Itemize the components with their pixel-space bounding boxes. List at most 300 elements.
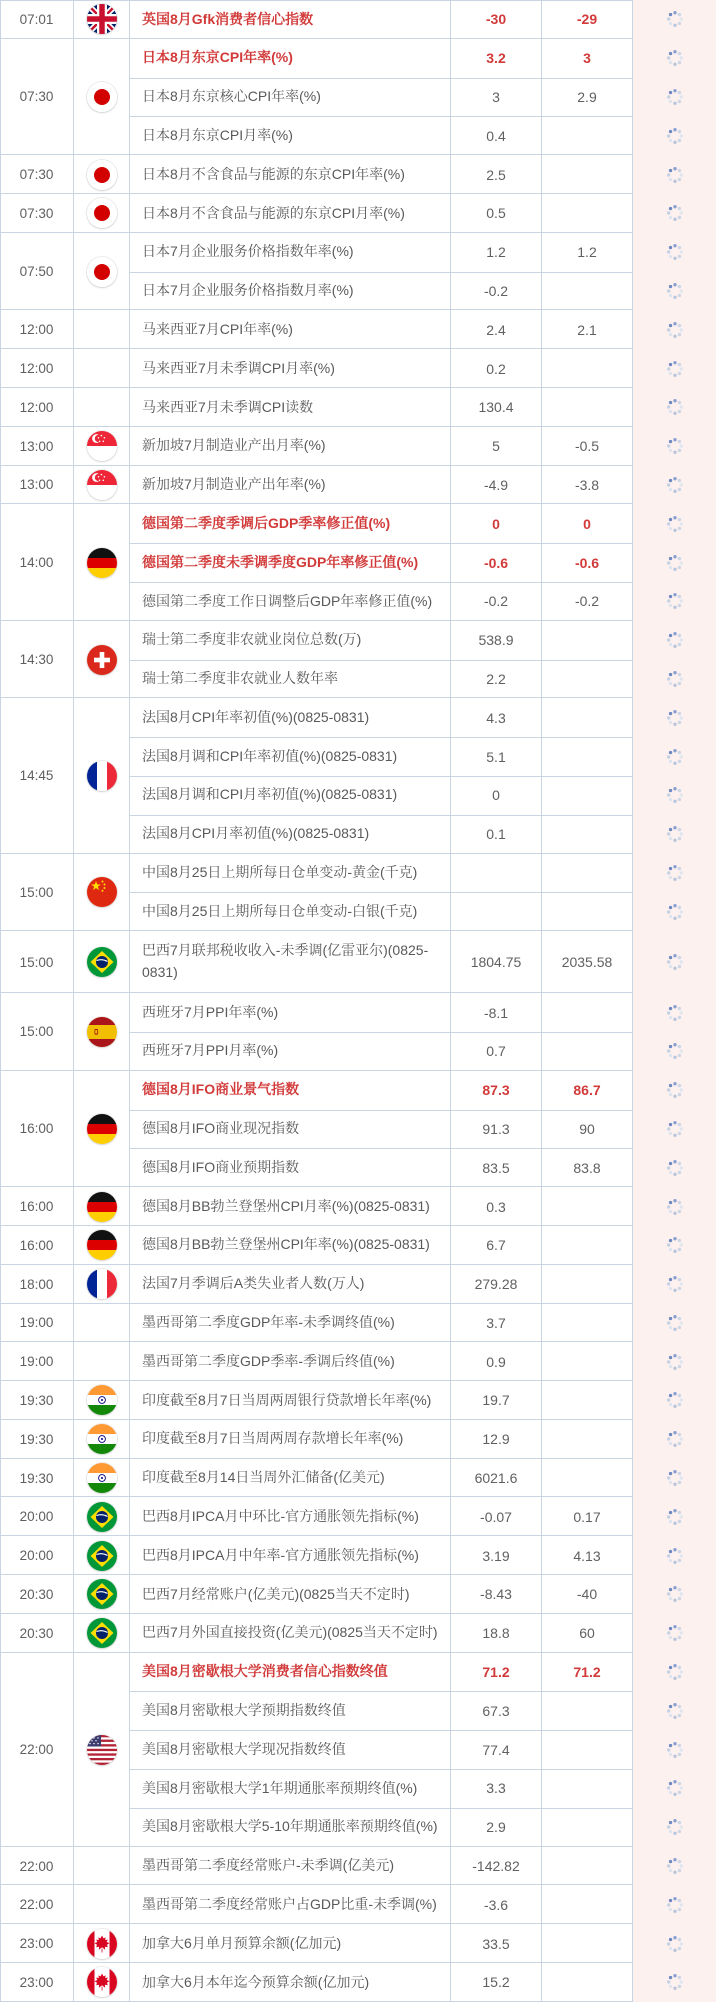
event-rows: [130, 1885, 716, 1924]
loading-spinner-icon[interactable]: [665, 1352, 685, 1372]
loading-spinner-icon[interactable]: [665, 708, 685, 728]
event-row: [130, 1265, 716, 1304]
flag-cell: [74, 1304, 130, 1343]
loading-spinner-icon[interactable]: [665, 863, 685, 883]
event-row: [130, 0, 716, 39]
event-title-cell: [130, 543, 451, 582]
actual-value: -3.6: [451, 1885, 542, 1924]
event-group: [0, 1459, 716, 1498]
event-group: [0, 1342, 716, 1381]
event-title: 德国第二季度工作日调整后GDP年率修正值(%): [142, 592, 433, 609]
actual-value: 1.2: [451, 233, 542, 272]
previous-value: [542, 388, 633, 427]
time-cell: [0, 1265, 74, 1304]
event-rows: [130, 1924, 716, 1963]
event-row: [130, 233, 716, 272]
event-row: [130, 582, 716, 621]
loading-spinner-icon[interactable]: [665, 165, 685, 185]
event-rows: [130, 233, 716, 311]
action-cell[interactable]: [633, 1032, 716, 1071]
loading-spinner-icon[interactable]: [665, 1895, 685, 1915]
flag-cell: [74, 1497, 130, 1536]
event-rows: [130, 1187, 716, 1226]
event-rows: [130, 1226, 716, 1265]
loading-spinner-icon[interactable]: [665, 48, 685, 68]
action-cell[interactable]: [633, 854, 716, 893]
event-row: [130, 155, 716, 194]
actual-value: 83.5: [451, 1148, 542, 1187]
event-title: 墨西哥第二季度经常账户-未季调(亿美元): [142, 1857, 394, 1874]
event-title: 美国8月密歇根大学现况指数终值: [142, 1740, 346, 1757]
event-title: 美国8月密歇根大学消费者信心指数终值: [142, 1663, 388, 1680]
event-title: 德国8月IFO商业现况指数: [142, 1120, 300, 1137]
event-row: [130, 621, 716, 660]
event-title-cell: [130, 272, 451, 311]
actual-value: 0.5: [451, 194, 542, 233]
event-rows: [130, 1342, 716, 1381]
action-cell[interactable]: [633, 466, 716, 505]
event-row: [130, 698, 716, 737]
loading-spinner-icon[interactable]: [665, 1158, 685, 1178]
loading-spinner-icon[interactable]: [665, 591, 685, 611]
actual-value: -8.1: [451, 993, 542, 1032]
event-rows: [130, 155, 716, 194]
event-row: [130, 1730, 716, 1769]
flag-cell: [74, 1265, 130, 1304]
event-rows: [130, 1265, 716, 1304]
loading-spinner-icon[interactable]: [665, 281, 685, 301]
event-time: 18:00: [19, 1276, 54, 1292]
flag-cell: [74, 1963, 130, 2002]
action-cell[interactable]: [633, 543, 716, 582]
loading-spinner-icon[interactable]: [665, 1468, 685, 1488]
action-cell[interactable]: [633, 1885, 716, 1924]
loading-spinner-icon[interactable]: [665, 320, 685, 340]
loading-spinner-icon[interactable]: [665, 952, 685, 972]
loading-spinner-icon[interactable]: [665, 1119, 685, 1139]
previous-value: [542, 1265, 633, 1304]
actual-value: 3.3: [451, 1769, 542, 1808]
action-cell[interactable]: [633, 39, 716, 78]
flag-icon-usa: [87, 1735, 117, 1765]
time-cell: [0, 1071, 74, 1187]
actual-value: 1804.75: [451, 931, 542, 993]
action-cell[interactable]: [633, 116, 716, 155]
event-title: 中国8月25日上期所每日仓单变动-黄金(千克): [142, 864, 418, 881]
action-cell[interactable]: [633, 1963, 716, 2002]
previous-value: 60: [542, 1614, 633, 1653]
action-cell[interactable]: [633, 1148, 716, 1187]
action-cell[interactable]: [633, 1459, 716, 1498]
actual-value: [451, 854, 542, 893]
loading-spinner-icon[interactable]: [665, 1429, 685, 1449]
loading-spinner-icon[interactable]: [665, 1740, 685, 1760]
event-row: [130, 1071, 716, 1110]
actual-value: 0.2: [451, 349, 542, 388]
event-title: 法国8月调和CPI年率初值(%)(0825-0831): [142, 747, 398, 764]
loading-spinner-icon[interactable]: [665, 1584, 685, 1604]
loading-spinner-icon[interactable]: [665, 203, 685, 223]
time-cell: [0, 1497, 74, 1536]
action-cell[interactable]: [633, 1497, 716, 1536]
event-group: [0, 1226, 716, 1265]
action-cell[interactable]: [633, 272, 716, 311]
action-cell[interactable]: [633, 1265, 716, 1304]
action-cell[interactable]: [633, 776, 716, 815]
actual-value: 0.4: [451, 116, 542, 155]
action-cell[interactable]: [633, 660, 716, 699]
flag-icon-germany: [87, 548, 117, 578]
event-title-cell: [130, 233, 451, 272]
actual-value: 2.2: [451, 660, 542, 699]
event-title: 西班牙7月PPI年率(%): [142, 1003, 279, 1020]
actual-value: 91.3: [451, 1110, 542, 1149]
loading-spinner-icon[interactable]: [665, 902, 685, 922]
loading-spinner-icon[interactable]: [665, 1778, 685, 1798]
event-title: 马来西亚7月未季调CPI月率(%): [142, 359, 335, 376]
action-cell[interactable]: [633, 427, 716, 466]
action-cell[interactable]: [633, 1226, 716, 1265]
event-row: [130, 504, 716, 543]
loading-spinner-icon[interactable]: [665, 514, 685, 534]
loading-spinner-icon[interactable]: [665, 1817, 685, 1837]
actual-value: -30: [451, 0, 542, 39]
event-title: 印度截至8月14日当周外汇储备(亿美元): [142, 1469, 385, 1486]
action-cell[interactable]: [633, 78, 716, 117]
event-title: 德国8月IFO商业预期指数: [142, 1158, 300, 1175]
event-group: [0, 194, 716, 233]
action-cell[interactable]: [633, 737, 716, 776]
flag-cell: [74, 1575, 130, 1614]
flag-cell: [74, 993, 130, 1071]
event-group: [0, 698, 716, 853]
event-title: 日本7月企业服务价格指数年率(%): [142, 243, 354, 260]
flag-icon-india: [87, 1385, 117, 1415]
flag-icon-germany: [87, 1192, 117, 1222]
loading-spinner-icon[interactable]: [665, 824, 685, 844]
event-title-cell: [130, 698, 451, 737]
loading-spinner-icon[interactable]: [665, 630, 685, 650]
event-row: [130, 1497, 716, 1536]
event-row: [130, 737, 716, 776]
loading-spinner-icon[interactable]: [665, 1274, 685, 1294]
event-title: 巴西7月外国直接投资(亿美元)(0825当天不定时): [142, 1624, 438, 1641]
event-rows: [130, 1459, 716, 1498]
time-cell: [0, 1847, 74, 1886]
flag-icon-france: [87, 1269, 117, 1299]
flag-cell: [74, 233, 130, 311]
event-rows: [130, 349, 716, 388]
event-rows: [130, 388, 716, 427]
action-cell[interactable]: [633, 993, 716, 1032]
action-cell[interactable]: [633, 233, 716, 272]
actual-value: 3.19: [451, 1536, 542, 1575]
event-title-cell: [130, 39, 451, 78]
action-cell[interactable]: [633, 1614, 716, 1653]
event-row: [130, 1110, 716, 1149]
time-cell: [0, 1575, 74, 1614]
event-title-cell: [130, 1653, 451, 1692]
action-cell[interactable]: [633, 1187, 716, 1226]
event-group: [0, 1963, 716, 2002]
flag-cell: [74, 1885, 130, 1924]
event-title-cell: [130, 78, 451, 117]
event-group: [0, 0, 716, 39]
event-title-cell: [130, 660, 451, 699]
event-title: 中国8月25日上期所每日仓单变动-白银(千克): [142, 902, 418, 919]
loading-spinner-icon[interactable]: [665, 397, 685, 417]
action-cell[interactable]: [633, 698, 716, 737]
action-cell[interactable]: [633, 1691, 716, 1730]
time-cell: [0, 1536, 74, 1575]
event-rows: [130, 993, 716, 1071]
previous-value: [542, 621, 633, 660]
previous-value: [542, 194, 633, 233]
actual-value: 2.4: [451, 310, 542, 349]
action-cell[interactable]: [633, 1071, 716, 1110]
event-title-cell: [130, 1963, 451, 2002]
previous-value: [542, 1885, 633, 1924]
loading-spinner-icon[interactable]: [665, 747, 685, 767]
action-cell[interactable]: [633, 1536, 716, 1575]
loading-spinner-icon[interactable]: [665, 1934, 685, 1954]
actual-value: 2.9: [451, 1808, 542, 1847]
event-rows: [130, 1381, 716, 1420]
event-group: [0, 155, 716, 194]
loading-spinner-icon[interactable]: [665, 669, 685, 689]
actual-value: 0.3: [451, 1187, 542, 1226]
previous-value: [542, 1730, 633, 1769]
flag-icon-brazil: [87, 1579, 117, 1609]
event-title-cell: [130, 427, 451, 466]
event-title-cell: [130, 310, 451, 349]
action-cell[interactable]: [633, 155, 716, 194]
loading-spinner-icon[interactable]: [665, 359, 685, 379]
loading-spinner-icon[interactable]: [665, 242, 685, 262]
loading-spinner-icon[interactable]: [665, 9, 685, 29]
previous-value: 3: [542, 39, 633, 78]
event-title-cell: [130, 1148, 451, 1187]
flag-icon-singapore: [87, 431, 117, 461]
event-row: [130, 1769, 716, 1808]
event-title-cell: [130, 993, 451, 1032]
event-group: [0, 466, 716, 505]
event-title: 日本8月不含食品与能源的东京CPI月率(%): [142, 204, 405, 221]
event-group: [0, 1071, 716, 1187]
loading-spinner-icon[interactable]: [665, 1197, 685, 1217]
flag-cell: [74, 1924, 130, 1963]
action-cell[interactable]: [633, 1575, 716, 1614]
previous-value: [542, 737, 633, 776]
action-cell[interactable]: [633, 931, 716, 993]
event-title-cell: [130, 1071, 451, 1110]
event-title: 德国第二季度未季调季度GDP年率修正值(%): [142, 553, 419, 570]
loading-spinner-icon[interactable]: [665, 1003, 685, 1023]
event-group: [0, 504, 716, 620]
event-row: [130, 116, 716, 155]
event-title-cell: [130, 776, 451, 815]
flag-icon-brazil: [87, 947, 117, 977]
loading-spinner-icon[interactable]: [665, 1662, 685, 1682]
event-time: 23:00: [19, 1974, 54, 1990]
action-cell[interactable]: [633, 1847, 716, 1886]
flag-icon-india: [87, 1463, 117, 1493]
event-rows: [130, 1304, 716, 1343]
previous-value: [542, 155, 633, 194]
flag-icon-brazil: [87, 1541, 117, 1571]
flag-icon-singapore: [87, 470, 117, 500]
event-row: [130, 892, 716, 931]
event-group: [0, 993, 716, 1071]
flag-cell: [74, 0, 130, 39]
action-cell[interactable]: [633, 1808, 716, 1847]
action-cell[interactable]: [633, 1653, 716, 1692]
loading-spinner-icon[interactable]: [665, 1080, 685, 1100]
flag-icon-canada: [87, 1929, 117, 1959]
action-cell[interactable]: [633, 1924, 716, 1963]
event-title: 巴西8月IPCA月中环比-官方通胀领先指标(%): [142, 1508, 419, 1525]
actual-value: 6021.6: [451, 1459, 542, 1498]
previous-value: 71.2: [542, 1653, 633, 1692]
flag-icon-japan: [87, 160, 117, 190]
loading-spinner-icon[interactable]: [665, 87, 685, 107]
event-title: 日本8月东京核心CPI年率(%): [142, 88, 321, 105]
previous-value: [542, 1420, 633, 1459]
time-cell: [0, 1653, 74, 1847]
event-time: 07:30: [19, 89, 54, 105]
actual-value: -8.43: [451, 1575, 542, 1614]
event-rows: [130, 1614, 716, 1653]
event-group: [0, 233, 716, 311]
loading-spinner-icon[interactable]: [665, 436, 685, 456]
flag-cell: [74, 427, 130, 466]
action-cell[interactable]: [633, 621, 716, 660]
action-cell[interactable]: [633, 1342, 716, 1381]
time-cell: [0, 1885, 74, 1924]
event-rows: [130, 1575, 716, 1614]
flag-cell: [74, 1381, 130, 1420]
action-cell[interactable]: [633, 1420, 716, 1459]
action-cell[interactable]: [633, 1381, 716, 1420]
loading-spinner-icon[interactable]: [665, 1856, 685, 1876]
time-cell: [0, 427, 74, 466]
actual-value: 130.4: [451, 388, 542, 427]
flag-cell: [74, 854, 130, 932]
loading-spinner-icon[interactable]: [665, 1235, 685, 1255]
loading-spinner-icon[interactable]: [665, 475, 685, 495]
action-cell[interactable]: [633, 1730, 716, 1769]
event-title-cell: [130, 1420, 451, 1459]
action-cell[interactable]: [633, 194, 716, 233]
loading-spinner-icon[interactable]: [665, 1701, 685, 1721]
actual-value: 3: [451, 78, 542, 117]
event-group: [0, 1575, 716, 1614]
time-cell: [0, 1226, 74, 1265]
action-cell[interactable]: [633, 1769, 716, 1808]
loading-spinner-icon[interactable]: [665, 126, 685, 146]
actual-value: -4.9: [451, 466, 542, 505]
event-row: [130, 1459, 716, 1498]
event-title: 墨西哥第二季度GDP季率-季调后终值(%): [142, 1352, 395, 1369]
event-group: [0, 854, 716, 932]
loading-spinner-icon[interactable]: [665, 553, 685, 573]
event-time: 07:30: [19, 167, 54, 183]
action-cell[interactable]: [633, 1110, 716, 1149]
action-cell[interactable]: [633, 0, 716, 39]
previous-value: 90: [542, 1110, 633, 1149]
event-title: 德国8月BB勃兰登堡州CPI月率(%)(0825-0831): [142, 1197, 430, 1214]
event-title: 法国8月CPI月率初值(%)(0825-0831): [142, 825, 370, 842]
event-time: 12:00: [19, 399, 54, 415]
loading-spinner-icon[interactable]: [665, 1507, 685, 1527]
action-cell[interactable]: [633, 892, 716, 931]
event-row: [130, 815, 716, 854]
event-title-cell: [130, 1381, 451, 1420]
event-group: [0, 1265, 716, 1304]
loading-spinner-icon[interactable]: [665, 1041, 685, 1061]
event-title: 马来西亚7月未季调CPI读数: [142, 398, 314, 415]
flag-icon-india: [87, 1424, 117, 1454]
time-cell: [0, 349, 74, 388]
event-title-cell: [130, 388, 451, 427]
previous-value: 86.7: [542, 1071, 633, 1110]
event-row: [130, 466, 716, 505]
event-row: [130, 1148, 716, 1187]
flag-icon-brazil: [87, 1618, 117, 1648]
action-cell[interactable]: [633, 310, 716, 349]
event-title-cell: [130, 582, 451, 621]
action-cell[interactable]: [633, 1304, 716, 1343]
event-title-cell: [130, 931, 451, 993]
event-title: 美国8月密歇根大学1年期通胀率预期终值(%): [142, 1779, 418, 1796]
flag-cell: [74, 698, 130, 853]
loading-spinner-icon[interactable]: [665, 1972, 685, 1992]
loading-spinner-icon[interactable]: [665, 1313, 685, 1333]
previous-value: -0.6: [542, 543, 633, 582]
actual-value: 279.28: [451, 1265, 542, 1304]
event-rows: [130, 310, 716, 349]
event-rows: [130, 621, 716, 699]
event-title: 日本7月企业服务价格指数月率(%): [142, 282, 354, 299]
event-time: 20:30: [19, 1625, 54, 1641]
event-rows: [130, 427, 716, 466]
event-title-cell: [130, 1342, 451, 1381]
flag-cell: [74, 1187, 130, 1226]
action-cell[interactable]: [633, 349, 716, 388]
event-title: 日本8月东京CPI月率(%): [142, 126, 293, 143]
loading-spinner-icon[interactable]: [665, 785, 685, 805]
event-title-cell: [130, 1032, 451, 1071]
event-row: [130, 1614, 716, 1653]
event-time: 19:30: [19, 1470, 54, 1486]
flag-icon-japan: [87, 198, 117, 228]
event-title-cell: [130, 1226, 451, 1265]
event-rows: [130, 1963, 716, 2002]
action-cell[interactable]: [633, 504, 716, 543]
loading-spinner-icon[interactable]: [665, 1546, 685, 1566]
loading-spinner-icon[interactable]: [665, 1390, 685, 1410]
time-cell: [0, 1304, 74, 1343]
previous-value: 2.9: [542, 78, 633, 117]
event-row: [130, 310, 716, 349]
action-cell[interactable]: [633, 388, 716, 427]
event-title: 加拿大6月本年迄今预算余额(亿加元): [142, 1973, 370, 1990]
action-cell[interactable]: [633, 815, 716, 854]
event-row: [130, 1420, 716, 1459]
time-cell: [0, 1924, 74, 1963]
action-cell[interactable]: [633, 582, 716, 621]
loading-spinner-icon[interactable]: [665, 1623, 685, 1643]
